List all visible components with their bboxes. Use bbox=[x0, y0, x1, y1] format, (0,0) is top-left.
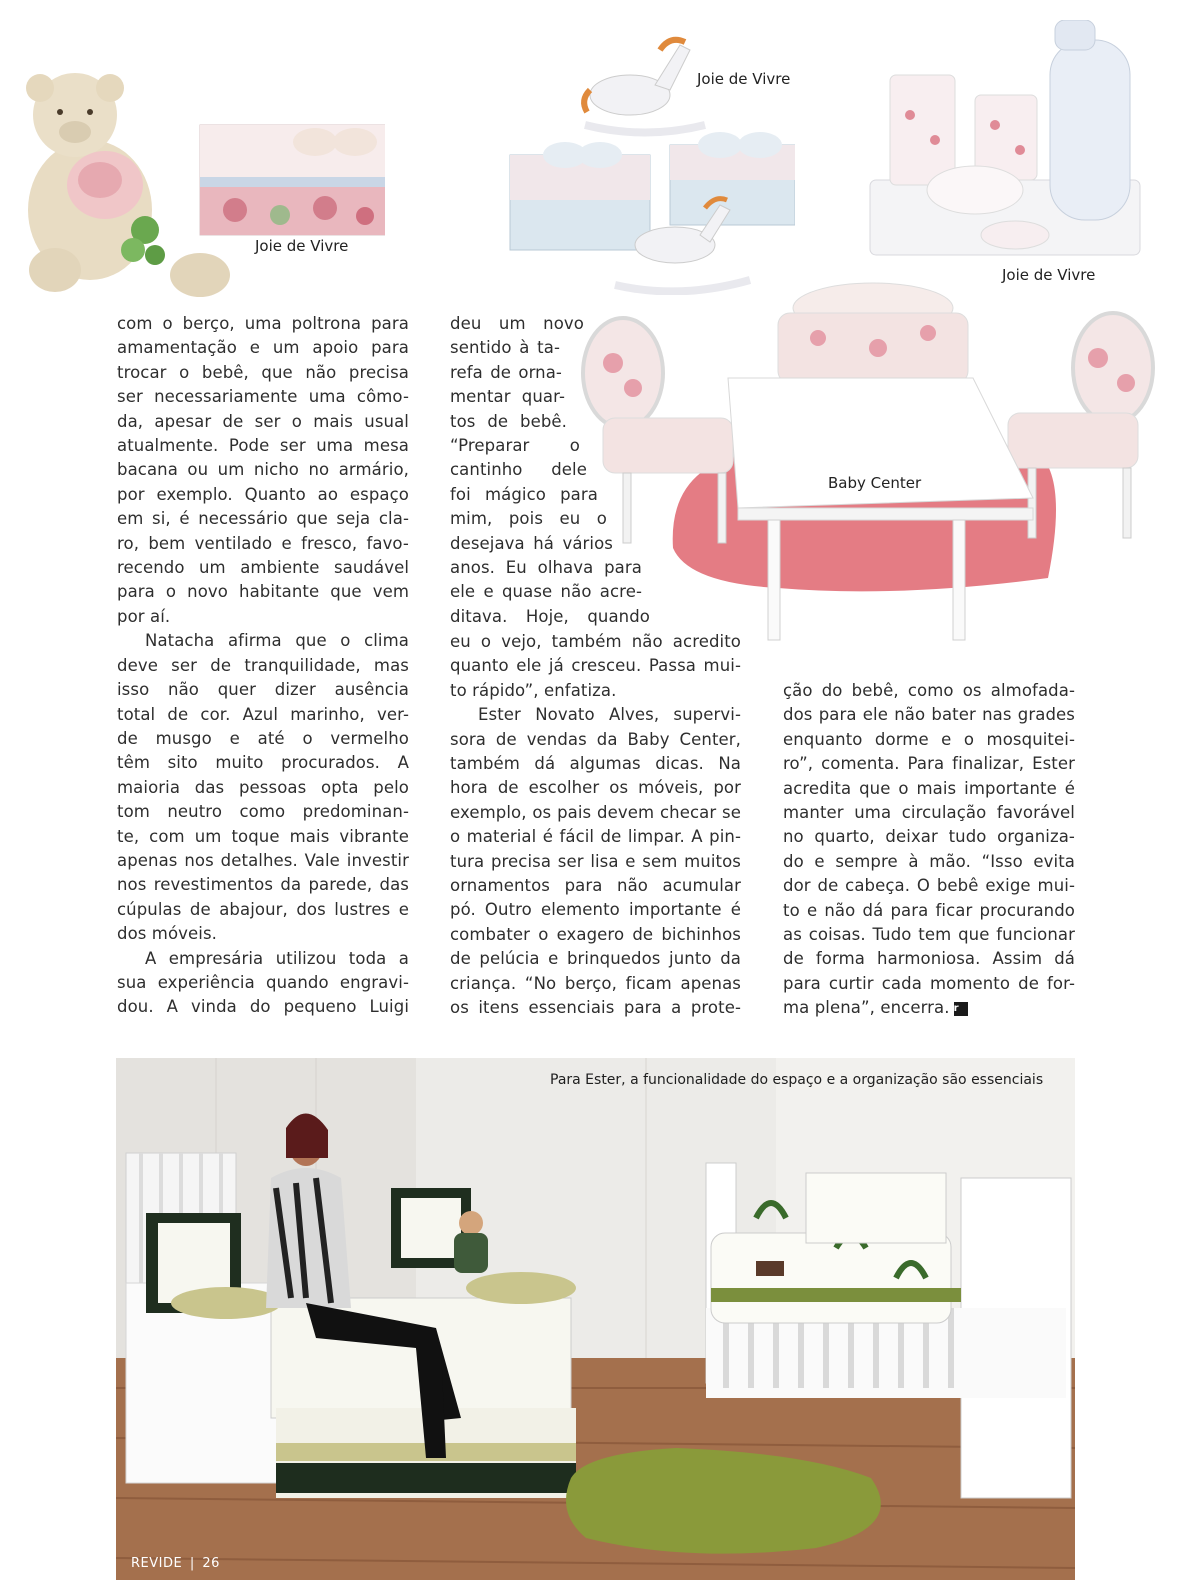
text-line: cúpulas de abajour, dos lustres e bbox=[117, 899, 409, 919]
text-line: total de cor. Azul marinho, ver- bbox=[117, 704, 409, 724]
text-line: Natacha afirma que o clima bbox=[145, 631, 409, 651]
text-line: quanto ele já cresceu. Passa mui- bbox=[450, 656, 741, 676]
text-line: mentar quar- bbox=[450, 387, 565, 407]
end-of-article-mark: r bbox=[954, 1002, 968, 1016]
text-line: têm sito muito procurados. A bbox=[117, 753, 409, 773]
text-line: em si, é necessário que seja cla- bbox=[117, 509, 409, 529]
text-line: por aí. bbox=[117, 606, 171, 626]
text-line: ornamentos para não acumular bbox=[450, 876, 741, 896]
text-line: tura precisa ser lisa e sem muitos bbox=[450, 851, 741, 871]
text-line: atualmente. Pode ser uma mesa bbox=[117, 436, 409, 456]
text-line: sora de vendas da Baby Center, bbox=[450, 729, 741, 749]
text-line: “Preparar o bbox=[450, 436, 580, 456]
text-line: sua experiência quando engravi- bbox=[117, 972, 409, 992]
photo-credit-furniture: Baby Center bbox=[828, 474, 922, 492]
text-line: ção do bebê, como os almofada- bbox=[783, 681, 1075, 700]
text-line: dor de cabeça. O bebê exige mui- bbox=[783, 876, 1075, 896]
text-line: deu um novo bbox=[450, 314, 584, 333]
text-line: refa de orna- bbox=[450, 362, 562, 382]
text-line: o material é fácil de limpar. A pin- bbox=[450, 827, 741, 847]
text-line: foi mágico para bbox=[450, 484, 598, 504]
text-line: por exemplo. Quanto ao espaço bbox=[117, 484, 409, 504]
text-line: ro”, comenta. Para finalizar, Ester bbox=[783, 754, 1075, 774]
text-line: dos móveis. bbox=[117, 924, 218, 944]
text-line: sentido à ta- bbox=[450, 338, 560, 358]
text-line: combater o exagero de bichinhos bbox=[450, 924, 741, 944]
text-line: cantinho dele bbox=[450, 460, 587, 480]
text-line: isso não quer dizer ausência bbox=[117, 680, 409, 700]
product-photo-table-chairs bbox=[578, 278, 1168, 658]
product-photo-bear-box bbox=[15, 70, 385, 300]
text-line: exemplo, os pais devem checar se bbox=[450, 802, 741, 822]
text-line: de forma harmoniosa. Assim dá bbox=[783, 949, 1075, 969]
text-line: de pelúcia e brinquedos junto da bbox=[450, 949, 741, 969]
text-line: bacana ou um nicho no armário, bbox=[117, 460, 409, 480]
text-line: de musgo e até o vermelho bbox=[117, 728, 409, 748]
text-line: trocar o bebê, que não precisa bbox=[117, 362, 409, 382]
folio-separator: | bbox=[189, 1556, 195, 1571]
page-folio bbox=[131, 1556, 220, 1571]
text-line: tom neutro como predominan- bbox=[117, 802, 409, 822]
text-line: amamentação e um apoio para bbox=[117, 338, 409, 358]
text-line: eu o vejo, também não acredito bbox=[450, 632, 741, 651]
text-line: para curtir cada momento de for- bbox=[783, 973, 1075, 993]
text-line: para o novo habitante que vem bbox=[117, 582, 409, 602]
text-line: as coisas. Tudo tem que funcionar bbox=[783, 925, 1075, 945]
text-line: hora de escolher os móveis, por bbox=[450, 778, 741, 798]
text-line: do e sempre à mão. “Isso evita bbox=[783, 851, 1075, 871]
text-line: ma plena”, encerra. bbox=[783, 998, 950, 1018]
text-line: deve ser de tranquilidade, mas bbox=[117, 655, 409, 675]
photo-credit-hygiene: Joie de Vivre bbox=[1002, 266, 1096, 284]
nursery-photo bbox=[116, 1058, 1075, 1580]
text-line: com o berço, uma poltrona para bbox=[117, 314, 409, 333]
text-line: os itens essenciais para a prote- bbox=[450, 998, 741, 1018]
magazine-name: REVIDE bbox=[131, 1556, 183, 1571]
article-column-2-narrow bbox=[450, 312, 650, 629]
product-photo-hygiene-kit bbox=[865, 20, 1150, 260]
text-line: acredita que o mais importante é bbox=[783, 778, 1075, 798]
text-line: dos para ele não bater nas grades bbox=[783, 705, 1075, 725]
text-line: to rápido”, enfatiza. bbox=[450, 680, 617, 700]
text-line: maioria das pessoas opta pelo bbox=[117, 777, 409, 797]
text-line: Ester Novato Alves, supervi- bbox=[478, 705, 741, 725]
text-line: mim, pois eu o bbox=[450, 509, 607, 529]
text-line: desejava há vários bbox=[450, 533, 613, 553]
text-line: no quarto, deixar tudo organiza- bbox=[783, 827, 1075, 847]
article-column-1 bbox=[117, 312, 409, 1020]
article-column-2 bbox=[450, 630, 741, 1021]
text-line: pó. Outro elemento importante é bbox=[450, 900, 741, 920]
text-line: criança. “No berço, ficam apenas bbox=[450, 973, 741, 993]
text-line: te, com um toque mais vibrante bbox=[117, 826, 409, 846]
text-line: da, apesar de ser o mais usual bbox=[117, 411, 409, 431]
text-line: dou. A vinda do pequeno Luigi bbox=[117, 997, 409, 1017]
text-line: recendo um ambiente saudável bbox=[117, 558, 409, 578]
photo-credit-horses: Joie de Vivre bbox=[697, 70, 791, 88]
page-number: 26 bbox=[202, 1556, 220, 1571]
text-line: tos de bebê. bbox=[450, 411, 567, 431]
photo-credit-bear: Joie de Vivre bbox=[255, 237, 349, 255]
text-line: ser necessariamente uma cômo- bbox=[117, 387, 409, 407]
text-line: nos revestimentos da parede, das bbox=[117, 875, 409, 895]
text-line: apenas nos detalhes. Vale investir bbox=[117, 850, 409, 870]
article-column-3 bbox=[783, 679, 1075, 1021]
text-line: também dá algumas dicas. Na bbox=[450, 754, 741, 774]
text-line-final bbox=[783, 996, 1075, 1020]
nursery-photo-caption: Para Ester, a funcionalidade do espaço e a organização são essenciais bbox=[550, 1072, 1044, 1088]
text-line: ditava. Hoje, quando bbox=[450, 606, 650, 626]
text-line: to e não dá para ficar procurando bbox=[783, 900, 1075, 920]
text-line: anos. Eu olhava para bbox=[450, 558, 642, 578]
text-line: A empresária utilizou toda a bbox=[145, 948, 409, 968]
text-line: ro, bem ventilado e fresco, favo- bbox=[117, 533, 409, 553]
text-line: manter uma circulação favorável bbox=[783, 803, 1075, 823]
text-line: ele e quase não acre- bbox=[450, 582, 642, 602]
text-line: enquanto dorme e o mosquitei- bbox=[783, 729, 1075, 749]
